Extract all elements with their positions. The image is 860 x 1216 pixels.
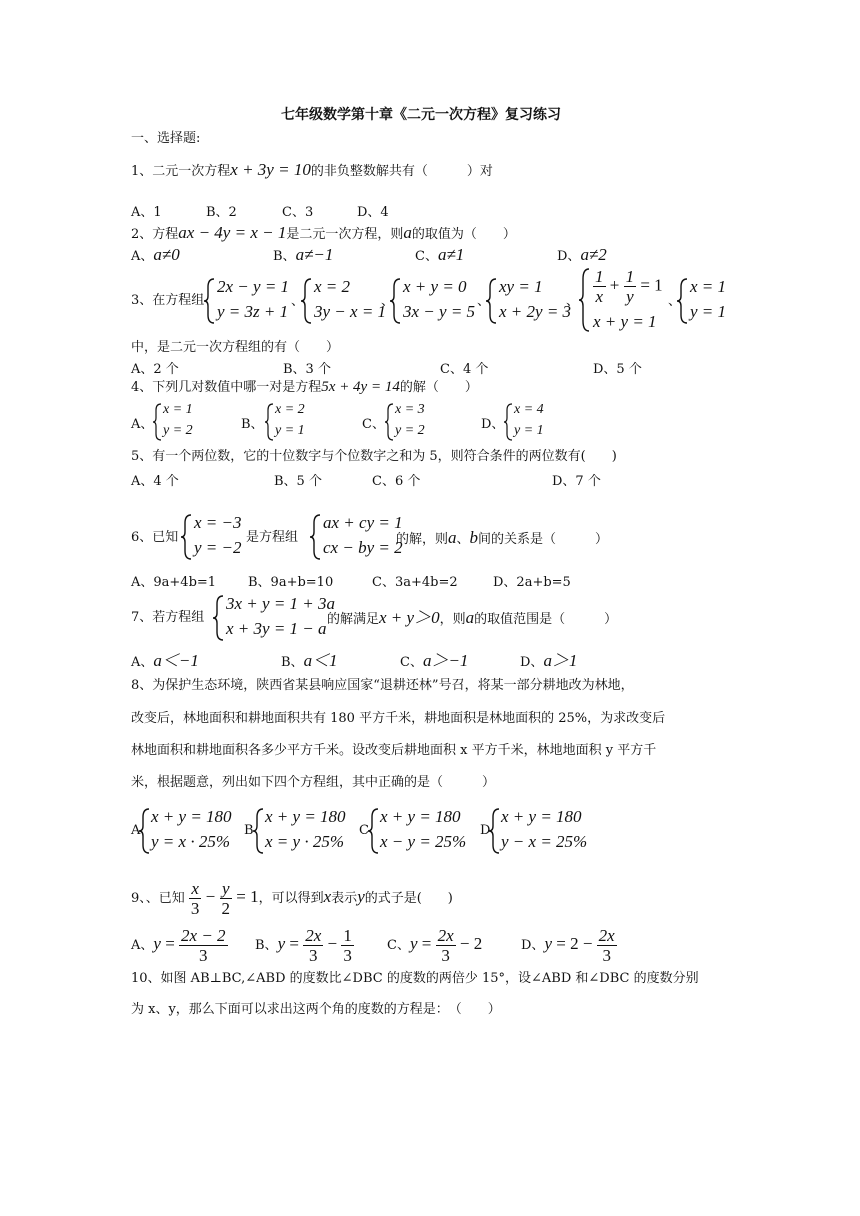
question-8-line-2: 改变后，林地面积和耕地面积共有 180 平方千米，耕地面积是林地面积的 25%，为求改变后 <box>131 711 666 726</box>
question-9: 9、、已知 $\frac{x}{3}$ − $\frac{y}{2}$ = 1，可以得到x表示y的式子是( ) <box>131 879 453 918</box>
q4-system-d: x = 4 y = 1 <box>504 402 554 442</box>
question-10-line-2: 为 x、y，那么下面可以求出这两个角的度数的方程是： （ ） <box>131 1002 501 1017</box>
q3-option-c: C、4 个 <box>440 362 489 377</box>
q3-option-a: A、2 个 <box>131 362 179 377</box>
fraction-equation: $\frac{1}{x}$ + $\frac{1}{y}$ = 1 <box>595 267 663 306</box>
question-7-prefix: 7、若方程组 <box>131 610 205 625</box>
q8-option-d-label: D <box>480 823 491 838</box>
question-8-line-4: 米，根据题意，列出如下四个方程组，其中正确的是（ ） <box>131 775 496 790</box>
q8-option-c-label: C <box>359 823 369 838</box>
q3-system-3: x + y = 0 3x − y = 5 <box>390 277 480 325</box>
q6-system-1: x = −3 y = −2 <box>181 513 251 561</box>
q7-option-d: D、a＞1 <box>520 651 578 670</box>
q5-option-d: D、7 个 <box>552 474 601 489</box>
separator: 、 <box>668 294 682 309</box>
q4-system-b: x = 2 y = 1 <box>265 402 315 442</box>
q3-system-5: $\frac{1}{x}$ + $\frac{1}{y}$ = 1 x + y = 1 <box>579 267 671 333</box>
question-4: 4、下列几对数值中哪一对是方程5x + 4y = 14的解（ ） <box>131 379 478 395</box>
q4-option-d: D、 <box>481 417 505 432</box>
q4-option-a: A、 <box>131 417 154 432</box>
section-heading: 一、选择题: <box>131 131 201 146</box>
question-10-line-1: 10、如图 AB⊥BC,∠ABD 的度数比∠DBC 的度数的两倍少 15°，设∠ABD 和∠DBC 的度数分别 <box>131 971 699 986</box>
q6-option-d: D、2a+b=5 <box>493 575 571 590</box>
q2-option-b: B、a≠−1 <box>273 245 334 264</box>
q4-system-a: x = 1 y = 2 <box>153 402 203 442</box>
q3-option-b: B、3 个 <box>283 362 331 377</box>
question-6-suffix: 的解，则a、b间的关系是（ ） <box>396 528 609 547</box>
q1-option-c: C、3 <box>282 205 314 220</box>
q4-option-c: C、 <box>362 417 385 432</box>
brace-icon <box>368 807 380 855</box>
fraction-x-over-3: $\frac{x}{3}$ <box>190 879 200 918</box>
brace-icon <box>486 277 498 325</box>
q7-option-a: A、a＜−1 <box>131 651 199 670</box>
question-5: 5、有一个两位数，它的十位数字与个位数字之和为 5，则符合条件的两位数有( ) <box>131 449 617 464</box>
q3-option-d: D、5 个 <box>593 362 642 377</box>
q3-system-2: x = 2 3y − x = 1 <box>301 277 383 325</box>
brace-icon <box>181 513 193 561</box>
q8-option-a-label: A <box>131 823 141 838</box>
brace-icon <box>489 807 501 855</box>
question-2: 2、方程ax − 4y = x − 1是二元一次方程，则a的取值为（ ） <box>131 223 516 242</box>
q1-option-b: B、2 <box>206 205 237 220</box>
brace-icon <box>213 594 225 642</box>
question-6-mid: 是方程组 <box>246 530 299 545</box>
question-3-prefix: 3、在方程组 <box>131 293 205 308</box>
q4-system-c: x = 3 y = 2 <box>385 402 435 442</box>
q5-option-b: B、5 个 <box>274 474 322 489</box>
question-3-suffix: 中，是二元一次方程组的有（ ） <box>131 340 340 355</box>
separator: 、 <box>477 294 491 309</box>
separator: 、 <box>291 294 305 309</box>
q1-option-a: A、1 <box>131 205 162 220</box>
q8-system-d: x + y = 180 y − x = 25% <box>489 807 589 855</box>
brace-icon <box>390 277 402 325</box>
fraction-y-over-2: $\frac{y}{2}$ <box>221 879 231 918</box>
q8-system-a: x + y = 180 y = x · 25% <box>139 807 239 855</box>
brace-icon <box>677 277 689 325</box>
brace-icon <box>139 807 151 855</box>
q6-option-a: A、9a+4b=1 <box>131 575 217 590</box>
q9-option-b: B、y = $\frac{2x}{3}$ − $\frac{1}{3}$ <box>255 926 352 965</box>
brace-icon <box>301 277 313 325</box>
brace-icon <box>579 267 591 333</box>
q3-system-1: 2x − y = 1 y = 3z + 1 <box>204 277 296 325</box>
q4-option-b: B、 <box>241 417 264 432</box>
q7-system: 3x + y = 1 + 3a x + 3y = 1 − a <box>213 594 333 642</box>
q2-option-d: D、a≠2 <box>557 245 607 264</box>
q2-option-c: C、a≠1 <box>415 245 465 264</box>
q6-system-2: ax + cy = 1 cx − by = 2 <box>310 513 400 561</box>
q8-system-b: x + y = 180 x = y · 25% <box>253 807 353 855</box>
brace-icon <box>204 277 216 325</box>
q5-option-a: A、4 个 <box>131 474 179 489</box>
q6-option-c: C、3a+4b=2 <box>372 575 458 590</box>
q8-option-b-label: B <box>244 823 254 838</box>
q9-option-a: A、y = $\frac{2x - 2}{3}$ <box>131 926 226 965</box>
brace-icon <box>265 402 275 442</box>
q5-option-c: C、6 个 <box>372 474 421 489</box>
question-7-suffix: 的解满足x + y＞0，则a的取值范围是（ ） <box>327 608 618 627</box>
brace-icon <box>504 402 514 442</box>
page-title: 七年级数学第十章《二元一次方程》复习练习 <box>281 107 561 123</box>
q7-option-c: C、a＞−1 <box>400 651 469 670</box>
q9-option-d: D、y = 2 − $\frac{2x}{3}$ <box>521 926 615 965</box>
q2-option-a: A、a≠0 <box>131 245 180 264</box>
q3-system-4: xy = 1 x + 2y = 3 <box>486 277 570 325</box>
q1-option-d: D、4 <box>357 205 389 220</box>
separator: 、 <box>566 294 580 309</box>
brace-icon <box>310 513 322 561</box>
q3-system-6: x = 1 y = 1 <box>677 277 733 325</box>
question-8-line-3: 林地面积和耕地面积各多少平方千米。设改变后耕地面积 x 平方千米，林地地面积 y 平方千 <box>131 743 657 758</box>
question-6-prefix: 6、已知 <box>131 530 179 545</box>
q6-option-b: B、9a+b=10 <box>248 575 334 590</box>
q8-system-c: x + y = 180 x − y = 25% <box>368 807 468 855</box>
brace-icon <box>253 807 265 855</box>
question-1: 1、二元一次方程x + 3y = 10的非负整数解共有（ ）对 <box>131 160 493 179</box>
q9-option-c: C、y = $\frac{2x}{3}$ − 2 <box>387 926 483 965</box>
separator: 、 <box>381 294 395 309</box>
brace-icon <box>153 402 163 442</box>
q7-option-b: B、a＜1 <box>281 651 338 670</box>
question-8-line-1: 8、为保护生态环境，陕西省某县响应国家“退耕还林”号召，将某一部分耕地改为林地， <box>131 678 634 693</box>
brace-icon <box>385 402 395 442</box>
